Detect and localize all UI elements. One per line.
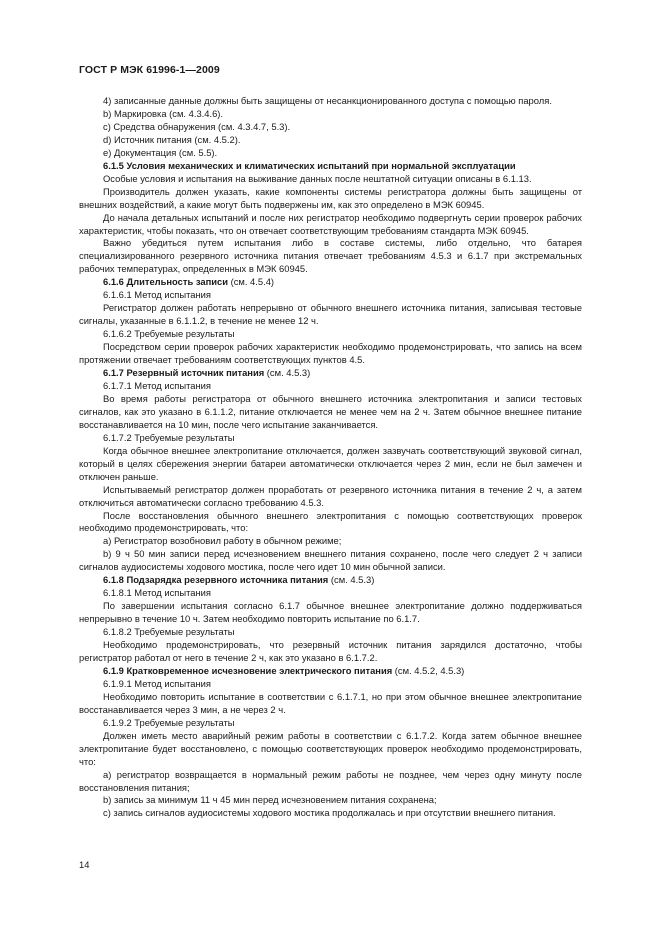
paragraph-text: 6.1.6.1 Метод испытания (103, 289, 211, 301)
paragraph (79, 380, 582, 393)
paragraph (79, 341, 582, 367)
paragraph-text: Во время работы регистратора от обычного внешнего источника электропитания и записи тестовых сигналов, как это указано в 6.1.1.2, питание отключается не менее чем на 2 ч. Затем обычное внешнее питание восстанавливается на 10 мин, после чего испытание заканчивается. (79, 392, 582, 430)
paragraph-text: Важно убедиться путем испытания либо в составе системы, либо отдельно, что батарея специализированного резервного источника питания отвечает требованиям 4.5.3 и 6.1.7 при экстремальных рабочих температурах, определенных в МЭК 60945. (79, 237, 582, 275)
paragraph-text: Производитель должен указать, какие компоненты системы регистратора должны быть защищены от внешних воздействий, а какие могут быть подвержены им, как это определено в МЭК 60945. (79, 185, 582, 210)
paragraph-text: (см. 4.5.2, 4.5.3) (392, 664, 465, 676)
paragraph-text: Необходимо продемонстрировать, что резервный источник питания зарядился достаточно, чтобы регистратор работал от него в течение 2 ч, как это указано в 6.1.7.2. (79, 639, 582, 663)
paragraph (79, 173, 582, 186)
paragraph (79, 574, 582, 587)
paragraph-text: 6.1.9.1 Метод испытания (103, 677, 211, 689)
paragraph (79, 691, 582, 717)
paragraph-text: 6.1.8.1 Метод испытания (103, 587, 211, 599)
paragraph-text: e) Документация (см. 5.5). (103, 146, 218, 158)
section-heading: 6.1.5 Условия механических и климатических испытаний при нормальной эксплуатации (103, 159, 516, 171)
paragraph (79, 289, 582, 302)
paragraph (79, 147, 582, 160)
paragraph (79, 186, 582, 212)
paragraph (79, 535, 582, 548)
paragraph (79, 510, 582, 536)
paragraph-text: a) Регистратор возобновил работу в обычном режиме; (103, 535, 342, 547)
paragraph (79, 328, 582, 341)
paragraph (79, 548, 582, 574)
section-heading: 6.1.9 Кратковременное исчезновение электрического питания (103, 664, 393, 676)
paragraph (79, 160, 582, 173)
paragraph-text: d) Источник питания (см. 4.5.2). (103, 133, 241, 145)
document-body (79, 95, 582, 820)
paragraph (79, 678, 582, 691)
paragraph (79, 302, 582, 328)
paragraph (79, 134, 582, 147)
paragraph-text: Посредством серии проверок рабочих характеристик необходимо продемонстрировать, что запись на всем протяжении отвечает требованиям соответствующих пунктов 4.5. (79, 341, 582, 366)
section-heading: 6.1.8 Подзарядка резервного источника питания (103, 574, 329, 586)
paragraph (79, 587, 582, 600)
paragraph (79, 769, 582, 795)
paragraph-text: Особые условия и испытания на выживание данных после нештатной ситуации описаны в 6.1.13. (103, 172, 532, 184)
paragraph-text: После восстановления обычного внешнего электропитания с помощью соответствующих проверок необходимо продемонстрировать, что: (79, 509, 582, 534)
paragraph-text: До начала детальных испытаний и после них регистратор необходимо подвергнуть серии проверок рабочих характеристик, чтобы показать, что он отвечает соответствующим требованиям стандарта МЭК 60945. (79, 211, 582, 236)
paragraph-text: 6.1.7.1 Метод испытания (103, 379, 211, 391)
paragraph-text: (см. 4.5.3) (328, 574, 375, 586)
paragraph-text: b) Маркировка (см. 4.3.4.6). (103, 107, 224, 119)
section-heading: 6.1.7 Резервный источник питания (103, 367, 265, 379)
paragraph (79, 95, 582, 108)
paragraph-text: 6.1.6.2 Требуемые результаты (103, 328, 235, 340)
paragraph (79, 367, 582, 380)
paragraph (79, 121, 582, 134)
paragraph (79, 445, 582, 484)
paragraph-text: (см. 4.5.4) (227, 276, 275, 288)
paragraph (79, 717, 582, 730)
paragraph-text: Необходимо повторить испытание в соответствии с 6.1.7.1, но при этом обычное внешнее электропитание восстанавливается через 3 мин, а не через 2 ч. (79, 690, 582, 715)
paragraph-text: a) регистратор возвращается в нормальный режим работы не позднее, чем через одну минуту после восстановления питания; (79, 768, 582, 793)
paragraph (79, 665, 582, 678)
paragraph (79, 276, 582, 289)
paragraph (79, 393, 582, 432)
paragraph (79, 639, 582, 665)
page-number: 14 (79, 859, 90, 870)
paragraph (79, 432, 582, 445)
paragraph-text: 6.1.7.2 Требуемые результаты (103, 431, 235, 443)
paragraph (79, 794, 582, 807)
paragraph (79, 484, 582, 510)
paragraph-text: c) запись сигналов аудиосистемы ходового мостика продолжалась и при отсутствии внешнего питания. (103, 807, 556, 819)
paragraph (79, 807, 582, 820)
paragraph-text: b) 9 ч 50 мин записи перед исчезновением внешнего питания сохранено, после чего следует 2 ч записи сигналов аудиосистемы ходового мостика, после чего идет 10 мин обычной записи. (79, 548, 582, 573)
paragraph (79, 237, 582, 276)
paragraph-text: Испытываемый регистратор должен проработать от резервного источника питания в течение 2 ч, а затем отключиться автоматически согласно требованию 4.5.3. (79, 483, 582, 508)
paragraph-text: Когда обычное внешнее электропитание отключается, должен зазвучать соответствующий звуковой сигнал, который в целях сбережения энергии батареи автоматически отключается через 2 мин, если не был замечен и отключен раньше. (79, 444, 582, 482)
paragraph-text: 6.1.8.2 Требуемые результаты (103, 626, 235, 638)
document-header: ГОСТ Р МЭК 61996-1—2009 (79, 64, 220, 76)
paragraph (79, 626, 582, 639)
paragraph-text: 4) записанные данные должны быть защищены от несанкционированного доступа с помощью пароля. (103, 95, 552, 106)
paragraph-text: (см. 4.5.3) (264, 367, 311, 379)
paragraph (79, 212, 582, 238)
paragraph-text: Регистратор должен работать непрерывно от обычного внешнего источника питания, записывая тестовые сигналы, указанные в 6.1.1.2, в течение не менее 12 ч. (79, 302, 582, 327)
paragraph-text: По завершении испытания согласно 6.1.7 обычное внешнее электропитание должно поддерживаться непрерывно в течение 10 ч. Затем необходимо повторить испытание по 6.1.7. (79, 600, 582, 625)
paragraph (79, 108, 582, 121)
paragraph-text: Должен иметь место аварийный режим работы в соответствии с 6.1.7.2. Когда затем обычное внешнее электропитание будет восстановлено, с помощью соответствующих проверок необходимо продемонстрировать, что: (79, 729, 582, 767)
paragraph-text: 6.1.9.2 Требуемые результаты (103, 716, 235, 728)
paragraph (79, 730, 582, 769)
paragraph-text: c) Средства обнаружения (см. 4.3.4.7, 5.3). (103, 120, 291, 132)
section-heading: 6.1.6 Длительность записи (103, 276, 228, 288)
paragraph-text: b) запись за минимум 11 ч 45 мин перед исчезновением питания сохранена; (103, 794, 437, 806)
paragraph (79, 600, 582, 626)
